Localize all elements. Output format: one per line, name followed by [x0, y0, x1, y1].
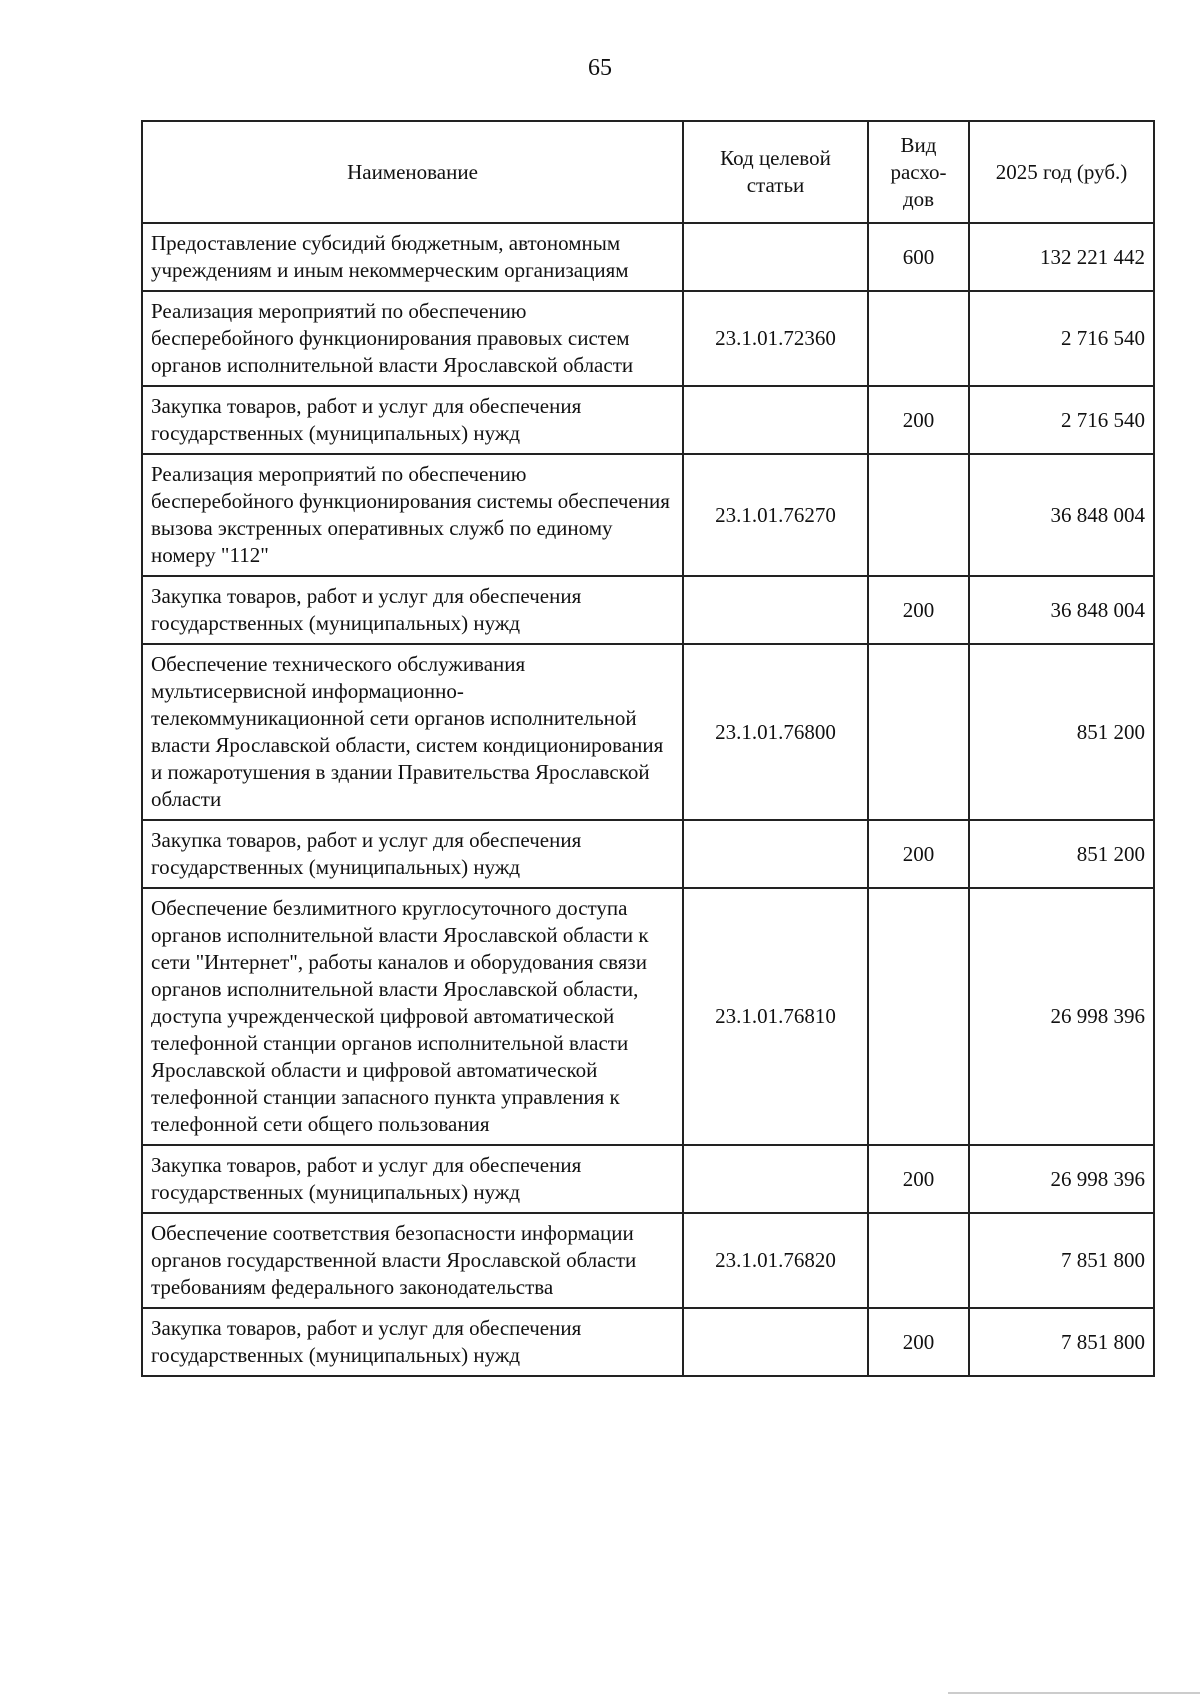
table-row [142, 454, 1154, 576]
row-code [683, 1145, 868, 1213]
row-amount: 26 998 396 [969, 888, 1154, 1145]
row-amount: 2 716 540 [969, 386, 1154, 454]
row-amount: 36 848 004 [969, 454, 1154, 576]
row-name: Обеспечение технического обслуживания мультисервисной информационно-телекоммуникационной сети органов исполнительной власти Ярославской области, систем кондиционирования и пожаротушения в здании Правительства Ярославской области [142, 644, 683, 820]
row-code [683, 386, 868, 454]
table-row [142, 223, 1154, 291]
row-type: 200 [868, 820, 969, 888]
row-name: Реализация мероприятий по обеспечению бесперебойного функционирования системы обеспечения вызова экстренных оперативных служб по единому номеру "112" [142, 454, 683, 576]
table-row [142, 1213, 1154, 1308]
row-name: Реализация мероприятий по обеспечению бесперебойного функционирования правовых систем органов исполнительной власти Ярославской области [142, 291, 683, 386]
row-code [683, 1308, 868, 1376]
row-type [868, 1213, 969, 1308]
page-number: 65 [588, 55, 612, 81]
table-row [142, 386, 1154, 454]
row-type: 600 [868, 223, 969, 291]
row-amount: 7 851 800 [969, 1213, 1154, 1308]
header-type: Вид расхо- дов [868, 121, 969, 223]
row-code: 23.1.01.76820 [683, 1213, 868, 1308]
row-type [868, 291, 969, 386]
row-name: Предоставление субсидий бюджетным, автономным учреждениям и иным некоммерческим организациям [142, 223, 683, 291]
table-row [142, 1308, 1154, 1376]
header-code: Код целевой статьи [683, 121, 868, 223]
row-code: 23.1.01.72360 [683, 291, 868, 386]
row-code: 23.1.01.76800 [683, 644, 868, 820]
table-header-row [142, 121, 1154, 223]
budget-table [141, 120, 1155, 1377]
row-name: Обеспечение безлимитного круглосуточного доступа органов исполнительной власти Ярославской области к сети "Интернет", работы каналов и оборудования связи органов исполнительной власти Ярославской области, доступа учрежденческой цифровой автоматической телефонной станции органов исполнительной власти Ярославской области и цифровой автоматической телефонной станции запасного пункта управления к телефонной сети общего пользования [142, 888, 683, 1145]
table-row [142, 644, 1154, 820]
row-name: Закупка товаров, работ и услуг для обеспечения государственных (муниципальных) нужд [142, 1145, 683, 1213]
row-name: Закупка товаров, работ и услуг для обеспечения государственных (муниципальных) нужд [142, 820, 683, 888]
row-type: 200 [868, 1145, 969, 1213]
row-amount: 26 998 396 [969, 1145, 1154, 1213]
table-row [142, 576, 1154, 644]
table-row [142, 1145, 1154, 1213]
row-code [683, 223, 868, 291]
row-code [683, 576, 868, 644]
row-type: 200 [868, 1308, 969, 1376]
row-name: Закупка товаров, работ и услуг для обеспечения государственных (муниципальных) нужд [142, 1308, 683, 1376]
row-name: Закупка товаров, работ и услуг для обеспечения государственных (муниципальных) нужд [142, 576, 683, 644]
table-row [142, 291, 1154, 386]
row-amount: 2 716 540 [969, 291, 1154, 386]
row-type [868, 888, 969, 1145]
header-amount: 2025 год (руб.) [969, 121, 1154, 223]
row-amount: 36 848 004 [969, 576, 1154, 644]
row-code: 23.1.01.76270 [683, 454, 868, 576]
row-type: 200 [868, 576, 969, 644]
row-name: Обеспечение соответствия безопасности информации органов государственной власти Ярославской области требованиям федерального законодательства [142, 1213, 683, 1308]
row-amount: 851 200 [969, 820, 1154, 888]
row-name: Закупка товаров, работ и услуг для обеспечения государственных (муниципальных) нужд [142, 386, 683, 454]
row-code [683, 820, 868, 888]
row-type: 200 [868, 386, 969, 454]
table-row [142, 820, 1154, 888]
footer-divider [948, 1692, 1200, 1694]
row-amount: 851 200 [969, 644, 1154, 820]
row-type [868, 644, 969, 820]
header-name: Наименование [142, 121, 683, 223]
row-type [868, 454, 969, 576]
table-row [142, 888, 1154, 1145]
row-amount: 7 851 800 [969, 1308, 1154, 1376]
row-code: 23.1.01.76810 [683, 888, 868, 1145]
row-amount: 132 221 442 [969, 223, 1154, 291]
